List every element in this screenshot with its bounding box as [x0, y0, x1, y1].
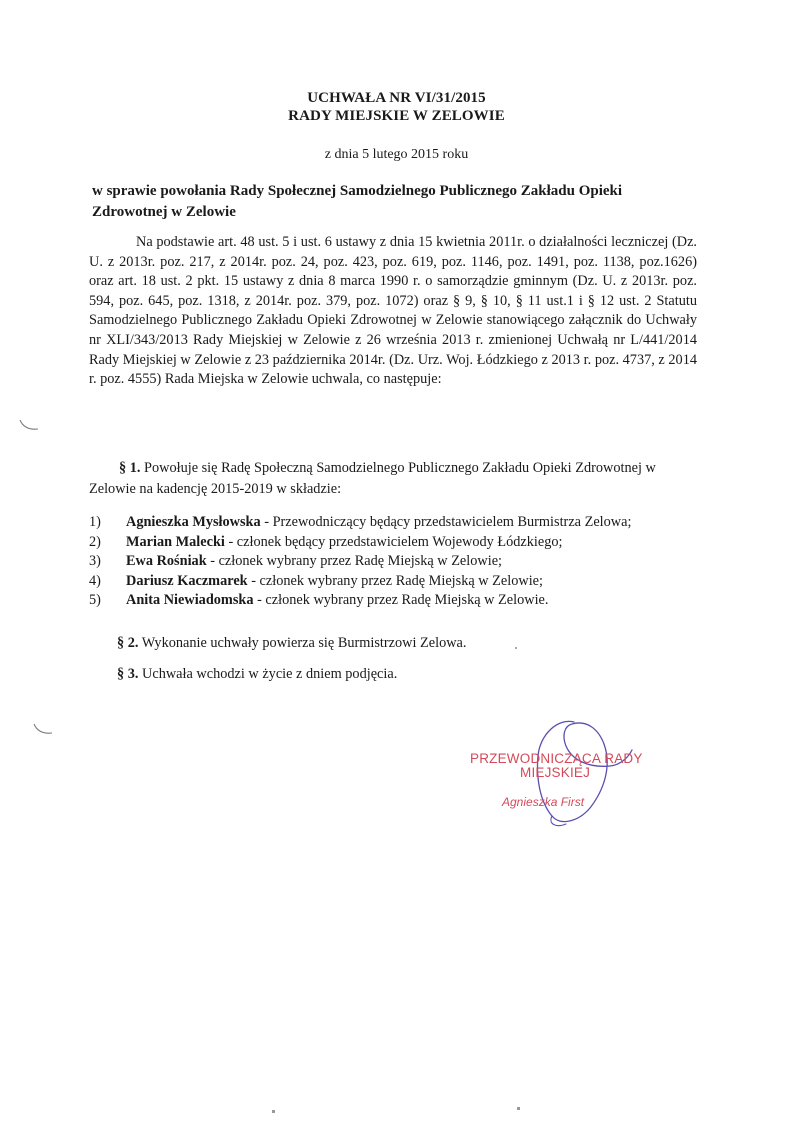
member-role: - Przewodniczący będący przedstawicielem Burmistrza Zelowa;: [264, 514, 632, 530]
member-role: - członek wybrany przez Radę Miejską w Zelowie.: [257, 592, 549, 608]
scan-speck: [515, 647, 517, 649]
section-2: [117, 633, 677, 654]
stamp-title: PRZEWODNICZĄCA RADY: [470, 751, 643, 766]
council-name: RADY MIEJSKIE W ZELOWIE: [288, 108, 505, 124]
scan-mark: [32, 722, 54, 736]
resolution-subject: w sprawie powołania Rady Społecznej Samodzielnego Publicznego Zakładu Opieki Zdrowotnej w Zelowie: [92, 183, 623, 220]
stamp-council: MIEJSKIEJ: [520, 765, 591, 780]
member-name: Anita Niewiadomska: [126, 592, 254, 608]
chairperson-stamp: [466, 748, 666, 818]
scan-mark: [18, 418, 40, 432]
member-name: Agnieszka Mysłowska: [126, 514, 261, 530]
list-item: 5) Anita Niewiadomska - członek wybrany przez Radę Miejską w Zelowie.: [89, 592, 549, 608]
section-1: [89, 458, 689, 499]
scan-speck: [272, 1110, 275, 1113]
member-role: - członek wybrany przez Radę Miejską w Zelowie;: [210, 553, 503, 569]
members-list: [89, 513, 729, 611]
list-item: 3) Ewa Rośniak - członek wybrany przez Radę Miejską w Zelowie;: [89, 553, 503, 569]
stamp-signatory: Agnieszka First: [502, 795, 585, 809]
resolution-date: z dnia 5 lutego 2015 roku: [324, 147, 469, 162]
member-role: - członek wybrany przez Radę Miejską w Zelowie;: [251, 572, 543, 589]
member-name: Dariusz Kaczmarek: [126, 572, 248, 589]
list-item: 4) Dariusz Kaczmarek - członek wybrany przez Radę Miejską w Zelowie;: [89, 572, 543, 589]
section-3: [117, 664, 677, 685]
section-2-label: § 2.: [117, 635, 139, 651]
section-2-text: Wykonanie uchwały powierza się Burmistrzowi Zelowa.: [141, 635, 467, 651]
member-name: Marian Malecki: [126, 533, 225, 550]
section-3-text: Uchwała wchodzi w życie z dniem podjęcia.: [142, 666, 398, 682]
section-3-label: § 3.: [117, 666, 139, 682]
list-item: 1) Agnieszka Mysłowska - Przewodniczący będący przedstawicielem Burmistrza Zelowa;: [89, 514, 632, 530]
section-1-label: § 1.: [119, 460, 141, 476]
member-name: Ewa Rośniak: [126, 553, 207, 569]
member-role: - członek będący przedstawicielem Wojewody Łódzkiego;: [228, 533, 563, 550]
section-1-text: Powołuje się Radę Społeczną Samodzielnego Publicznego Zakładu Opieki Zdrowotnej w Zelowie na kadencję 2015-2019 w składzie:: [89, 460, 656, 497]
resolution-number: UCHWAŁA NR VI/31/2015: [307, 90, 486, 106]
scan-speck: [517, 1107, 520, 1110]
legal-basis-paragraph: Na podstawie art. 48 ust. 5 i ust. 6 ustawy z dnia 15 kwietnia 2011r. o działalności leczniczej (Dz. U. z 2013r. poz. 217, z 2014r. poz. 24, poz. 423, poz. 619, poz. 1146, poz. 1491, poz. 1138, poz.1626) oraz art. 18 ust. 2 pkt. 15 ustawy z dnia 8 marca 1990 r. o samorządzie gminnym (Dz. U. z 2013r. poz. 594, poz. 645, poz. 1318, z 2014r. poz. 379, poz. 1072) oraz § 9, § 10, § 11 ust.1 i § 12 ust. 2 Statutu Samodzielnego Publicznego Zakładu Opieki Zdrowotnej w Zelowie stanowiącego załącznik do Uchwały nr XLI/343/2013 Rady Miejskiej w Zelowie z 26 września 2013 r. zmienionej Uchwałą nr L/441/2014 Rady Miejskiej w Zelowie z 23 października 2014r. (Dz. Urz. Woj. Łódzkiego z 2013 r. poz. 4737, z 2014 r. poz. 4555) Rada Miejska w Zelowie uchwala, co następuje:: [89, 234, 697, 388]
list-item: 2) Marian Malecki - członek będący przedstawicielem Wojewody Łódzkiego;: [89, 533, 563, 550]
